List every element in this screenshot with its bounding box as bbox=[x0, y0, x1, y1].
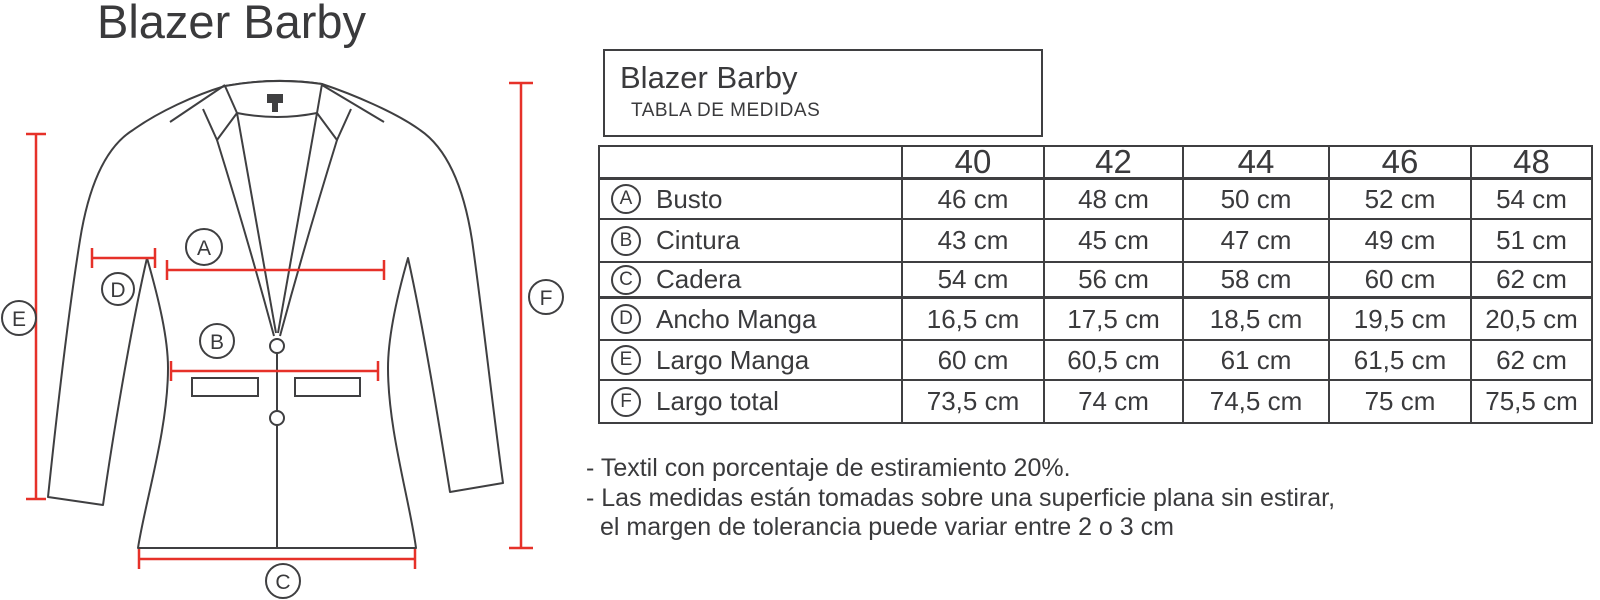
diagram-badge-D bbox=[102, 273, 134, 305]
measurement-value-cell: 47 cm bbox=[1184, 220, 1330, 263]
measurement-value-cell: 60,5 cm bbox=[1045, 341, 1184, 381]
measurement-value-cell: 62 cm bbox=[1472, 263, 1591, 299]
table-title-box bbox=[603, 49, 1043, 137]
diagram-badge-letter: F bbox=[539, 287, 553, 310]
measurement-value-cell: 74 cm bbox=[1045, 381, 1184, 422]
size-column-header: 48 bbox=[1472, 147, 1591, 180]
measurement-row-label bbox=[600, 220, 903, 263]
size-table bbox=[598, 145, 1593, 424]
measurement-value-cell: 48 cm bbox=[1045, 180, 1184, 220]
row-letter-badge: C bbox=[611, 265, 641, 295]
diagram-badge-letter: A bbox=[196, 237, 212, 260]
measurement-value-cell: 43 cm bbox=[903, 220, 1045, 263]
diagram-badge-F bbox=[529, 280, 563, 314]
note-line: el margen de tolerancia puede variar entre 2 o 3 cm bbox=[600, 513, 1174, 541]
size-column-header: 44 bbox=[1184, 147, 1330, 180]
note-line: - Textil con porcentaje de estiramiento 20%. bbox=[586, 454, 1071, 482]
measurement-value-cell: 49 cm bbox=[1330, 220, 1472, 263]
row-label-text: Largo Manga bbox=[656, 344, 810, 375]
diagram-badge-letter: D bbox=[110, 279, 126, 302]
row-label-text: Ancho Manga bbox=[656, 303, 817, 334]
measurement-value-cell: 61 cm bbox=[1184, 341, 1330, 381]
measurement-value-cell: 58 cm bbox=[1184, 263, 1330, 299]
row-letter-badge: B bbox=[611, 226, 641, 256]
measurement-row-label bbox=[600, 180, 903, 220]
measurement-value-cell: 61,5 cm bbox=[1330, 341, 1472, 381]
measurement-value-cell: 75,5 cm bbox=[1485, 386, 1578, 416]
measurement-value-cell: 56 cm bbox=[1045, 263, 1184, 299]
measurement-value-cell: 16,5 cm bbox=[903, 299, 1045, 341]
measurement-value-cell: 18,5 cm bbox=[1184, 299, 1330, 341]
diagram-badge-B bbox=[200, 324, 234, 358]
measurement-value-cell: 52 cm bbox=[1330, 180, 1472, 220]
table-subtitle: TABLA DE MEDIDAS bbox=[631, 100, 821, 121]
measurement-value-cell: 54 cm bbox=[1472, 180, 1591, 220]
row-letter-badge: D bbox=[611, 304, 641, 334]
measurement-value-cell: 60 cm bbox=[903, 341, 1045, 381]
measurement-value-cell: 51 cm bbox=[1472, 220, 1591, 263]
measurement-value-cell: 45 cm bbox=[1045, 220, 1184, 263]
measurement-row-label bbox=[600, 341, 903, 381]
diagram-badge-letter: E bbox=[11, 308, 27, 331]
size-column-header: 40 bbox=[903, 147, 1045, 180]
measurement-value-cell: 73,5 cm bbox=[903, 381, 1045, 422]
table-title: Blazer Barby bbox=[620, 60, 798, 95]
diagram-badge-E bbox=[2, 301, 36, 335]
measurement-value-cell: 54 cm bbox=[903, 263, 1045, 299]
measurement-row-label bbox=[600, 263, 903, 299]
size-table-corner-cell bbox=[600, 147, 903, 180]
size-column-header: 46 bbox=[1330, 147, 1472, 180]
measurement-value-cell: 60 cm bbox=[1330, 263, 1472, 299]
measurement-value-cell: 75 cm bbox=[1330, 381, 1472, 422]
diagram-badge-C bbox=[266, 564, 300, 598]
note-line: - Las medidas están tomadas sobre una superficie plana sin estirar, bbox=[586, 483, 1336, 512]
page-title: Blazer Barby bbox=[97, 0, 367, 48]
row-label-text: Cadera bbox=[656, 264, 742, 294]
measurement-value-cell: 62 cm bbox=[1472, 341, 1591, 381]
diagram-badge-A bbox=[186, 229, 222, 265]
measurement-value-cell: 74,5 cm bbox=[1184, 381, 1330, 422]
diagram-badge-letter: B bbox=[209, 331, 225, 354]
diagram-badge-letter: C bbox=[275, 571, 291, 594]
blazer-diagram bbox=[0, 0, 580, 600]
row-label-text: Busto bbox=[656, 183, 723, 214]
row-letter-badge: F bbox=[611, 387, 641, 417]
notes bbox=[586, 454, 1335, 543]
row-letter-badge: A bbox=[611, 184, 641, 214]
blazer-outline bbox=[48, 81, 503, 548]
row-label-text: Largo total bbox=[656, 386, 779, 416]
measurement-value-cell: 19,5 cm bbox=[1330, 299, 1472, 341]
measure-line-F bbox=[509, 83, 533, 548]
measurement-value-cell: 50 cm bbox=[1184, 180, 1330, 220]
measurement-value-cell: 17,5 cm bbox=[1045, 299, 1184, 341]
row-label-text: Cintura bbox=[656, 225, 740, 255]
row-letter-badge: E bbox=[611, 345, 641, 375]
measurement-value-cell: 20,5 cm bbox=[1472, 299, 1591, 341]
measurement-row-label bbox=[600, 381, 903, 422]
measurement-row-label bbox=[600, 299, 903, 341]
measurement-value-cell: 46 cm bbox=[903, 180, 1045, 220]
size-column-header: 42 bbox=[1045, 147, 1184, 180]
